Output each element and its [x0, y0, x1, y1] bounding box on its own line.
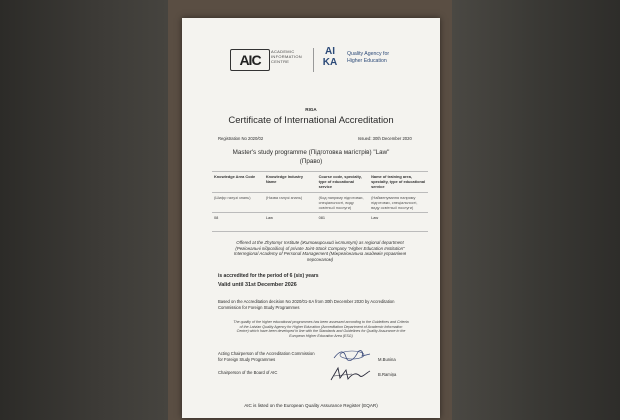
registration-number: Registration No 2020/02: [218, 136, 264, 141]
certificate-paper: [182, 18, 440, 418]
aic-logo-subtitle: [271, 49, 302, 64]
signature-scribble: [332, 348, 372, 362]
table-header-row: [212, 172, 428, 193]
table-row: [212, 213, 428, 232]
quality-statement: [216, 320, 426, 338]
programme-table: [212, 171, 428, 232]
paragraph-line: персоналом): [306, 256, 334, 262]
signatory-role: for Foreign Study Programmes: [218, 357, 276, 362]
accreditation-basis: Commission for Foreign Study Programmes: [218, 305, 300, 310]
background-wall-left: [0, 0, 168, 420]
aika-logo-subtitle: [347, 51, 389, 65]
table-header-cell: Knowledge Area Code: [212, 172, 264, 193]
aika-sub-line: Quality Agency for: [347, 51, 390, 57]
aika-logo-line: KA: [322, 57, 338, 68]
table-cell: (Найменування напряму підготовки, спеціальності, виду освітньої послуги): [369, 193, 428, 213]
aika-logo-line: AI: [325, 46, 335, 57]
aic-sub-line: INFORMATION: [271, 54, 303, 59]
table-cell: (Шифр галузі знань): [212, 193, 264, 213]
accreditation-period: is accredited for the period of 6 (six) years: [218, 273, 319, 279]
table-cell: 08: [212, 213, 264, 232]
paragraph-line: Interregional Academy of Personal Management (Міжрегіональна академія управління: [233, 251, 407, 257]
city-label: RIGA: [305, 107, 317, 112]
table-cell: Law: [369, 213, 428, 232]
logo-divider: [313, 48, 314, 72]
signatory-role: Chairperson of the Board of AIC: [218, 370, 278, 375]
aic-logo: AIC: [230, 49, 270, 71]
eqar-footer: AIC is listed on the European Quality Assurance Register (EQAR): [244, 403, 378, 408]
paragraph-line: Centre) which have been developed in line with the Standards and Guidelines for Quality Assurance in the: [236, 329, 406, 334]
aic-sub-line: ACADEMIC: [271, 49, 295, 54]
paragraph-line: European Higher Education Area (ESG): [289, 333, 353, 338]
background-wall-right: [452, 0, 620, 420]
table-cell: (Код напряму підготовки, спеціальності, виду освітньої послуги): [317, 193, 370, 213]
paragraph-line: Offered at the Zhytomyr Institute (Житомирський інститут) as regional department: [236, 240, 404, 245]
programme-name-ua: (Право): [299, 158, 323, 165]
aic-sub-line: CENTRE: [271, 59, 290, 64]
paragraph-line: (Регіональні підрозділи) of private Joint-Stock Company "Higher Education Institution": [235, 245, 405, 251]
signature-scribble: [328, 364, 372, 384]
signatory-role: Acting Chairperson of the Accreditation Commission: [218, 351, 315, 356]
table-cell: 081: [317, 213, 370, 232]
paragraph-line: of the Latvian Quality Agency for Higher Education (Accreditation Department of Academic Information: [239, 324, 403, 329]
accreditation-basis: Based on the Accreditation decision No 2020/01-SA from 30th December 2020 by Accreditation: [218, 299, 395, 304]
table-header-cell: Name of training area, specialty, type of educational service: [369, 172, 428, 193]
table-header-cell: Course code, specialty, type of educational service: [317, 172, 370, 193]
programme-name: Master's study programme (Підготовка магістрів) "Law": [232, 149, 390, 156]
table-cell: (Назва галузі знань): [264, 193, 317, 213]
offered-at-paragraph: [220, 240, 420, 262]
certificate-title: Certificate of International Accreditation: [228, 115, 394, 126]
signatory-name: M.Bunina: [378, 357, 396, 362]
aika-logo: [319, 46, 341, 68]
signatory-name: B.Ramiņa: [378, 372, 397, 377]
paragraph-line: The quality of the higher educational programmes has been assessed according to the Guidelines and Criteria: [233, 320, 409, 324]
table-header-cell: Knowledge Industry Name: [264, 172, 317, 193]
valid-until: Valid until 31st December 2026: [218, 282, 297, 288]
table-row: [212, 193, 428, 213]
issued-date: Issued: 30th December 2020: [358, 136, 412, 141]
table-cell: Law: [264, 213, 317, 232]
aika-sub-line: Higher Education: [347, 58, 387, 64]
